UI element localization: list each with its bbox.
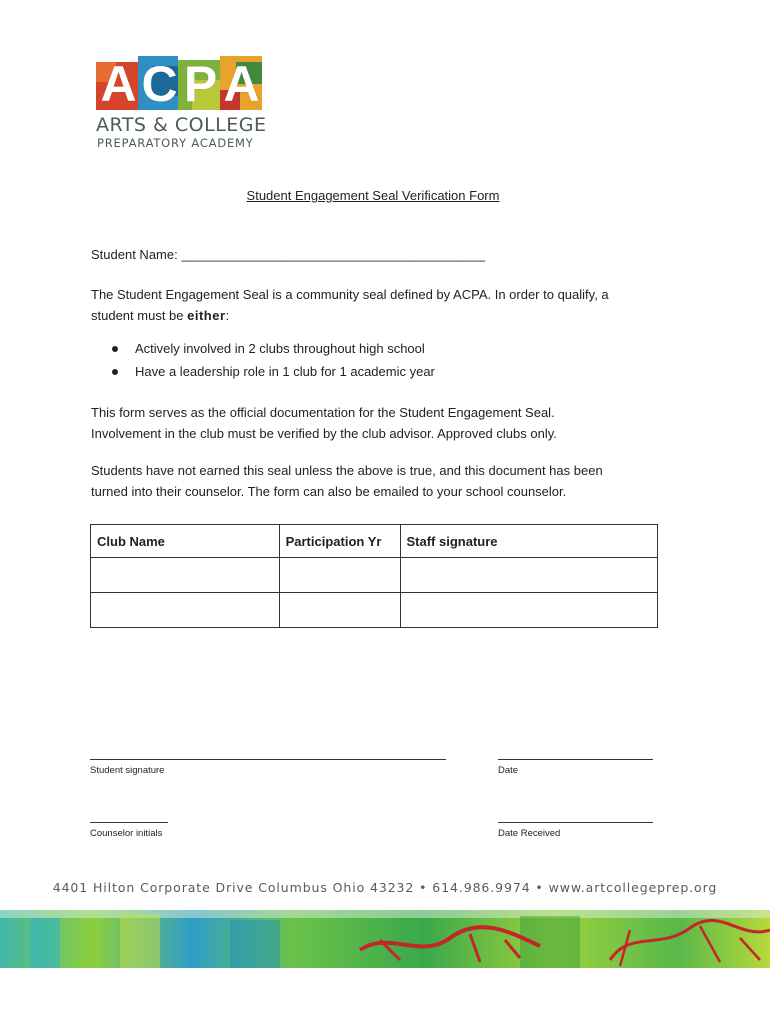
intro-text: student must be (91, 308, 188, 323)
intro-line-1: The Student Engagement Seal is a community seal defined by ACPA. In order to qualify, a (91, 287, 609, 302)
table-cell[interactable] (279, 593, 400, 628)
intro-colon: : (225, 308, 230, 323)
requirements-list (112, 337, 435, 383)
documentation-paragraph (91, 402, 671, 444)
column-header-staff-signature: Staff signature (400, 525, 658, 558)
table-cell[interactable] (400, 558, 658, 593)
logo-letter: A (223, 56, 260, 112)
student-name-field[interactable]: Student Name: __________________________________________ (91, 247, 485, 262)
bullet-text: Actively involved in 2 clubs throughout high school (135, 341, 425, 356)
bullet-icon (112, 369, 118, 375)
student-signature-label: Student signature (90, 765, 165, 776)
paragraph-line: Students have not earned this seal unless the above is true, and this document has been (91, 463, 603, 478)
table-cell[interactable] (400, 593, 658, 628)
student-signature-line[interactable] (90, 759, 446, 760)
paragraph-line: turned into their counselor. The form can also be emailed to your school counselor. (91, 484, 567, 499)
footer-address: 4401 Hilton Corporate Drive Columbus Ohio 43232 • 614.986.9974 • www.artcollegeprep.org (52, 880, 718, 895)
counselor-initials-label: Counselor initials (90, 828, 163, 839)
table-row (91, 593, 658, 628)
column-header-club-name: Club Name (91, 525, 280, 558)
table-header-row (91, 525, 658, 558)
intro-paragraph (91, 284, 671, 326)
acpa-logo (96, 56, 266, 156)
counselor-initials-line[interactable] (90, 822, 168, 823)
table-cell[interactable] (91, 558, 280, 593)
list-item (112, 337, 435, 360)
painted-band (0, 910, 770, 968)
form-title: Student Engagement Seal Verification Form (246, 188, 500, 203)
logo-letters (98, 58, 262, 110)
date-received-label: Date Received (498, 828, 561, 839)
club-table (90, 524, 658, 628)
table-cell[interactable] (91, 593, 280, 628)
intro-emphasis: either (187, 308, 226, 323)
logo-letter: A (100, 56, 137, 112)
logo-school-name: ARTS & COLLEGE (96, 114, 267, 136)
logo-letter: C (141, 56, 178, 112)
logo-letter: P (183, 56, 218, 112)
table-row (91, 558, 658, 593)
bullet-icon (112, 346, 118, 352)
logo-school-subname: PREPARATORY ACADEMY (97, 136, 254, 150)
submission-paragraph (91, 460, 671, 502)
paragraph-line: This form serves as the official documentation for the Student Engagement Seal. (91, 405, 555, 420)
date-line[interactable] (498, 759, 653, 760)
list-item (112, 360, 435, 383)
date-label: Date (498, 765, 519, 776)
date-received-line[interactable] (498, 822, 653, 823)
column-header-participation-yr: Participation Yr (279, 525, 400, 558)
table-cell[interactable] (279, 558, 400, 593)
intro-line-2 (91, 305, 671, 326)
bullet-text: Have a leadership role in 1 club for 1 academic year (135, 364, 435, 379)
paragraph-line: Involvement in the club must be verified by the club advisor. Approved clubs only. (91, 426, 557, 441)
